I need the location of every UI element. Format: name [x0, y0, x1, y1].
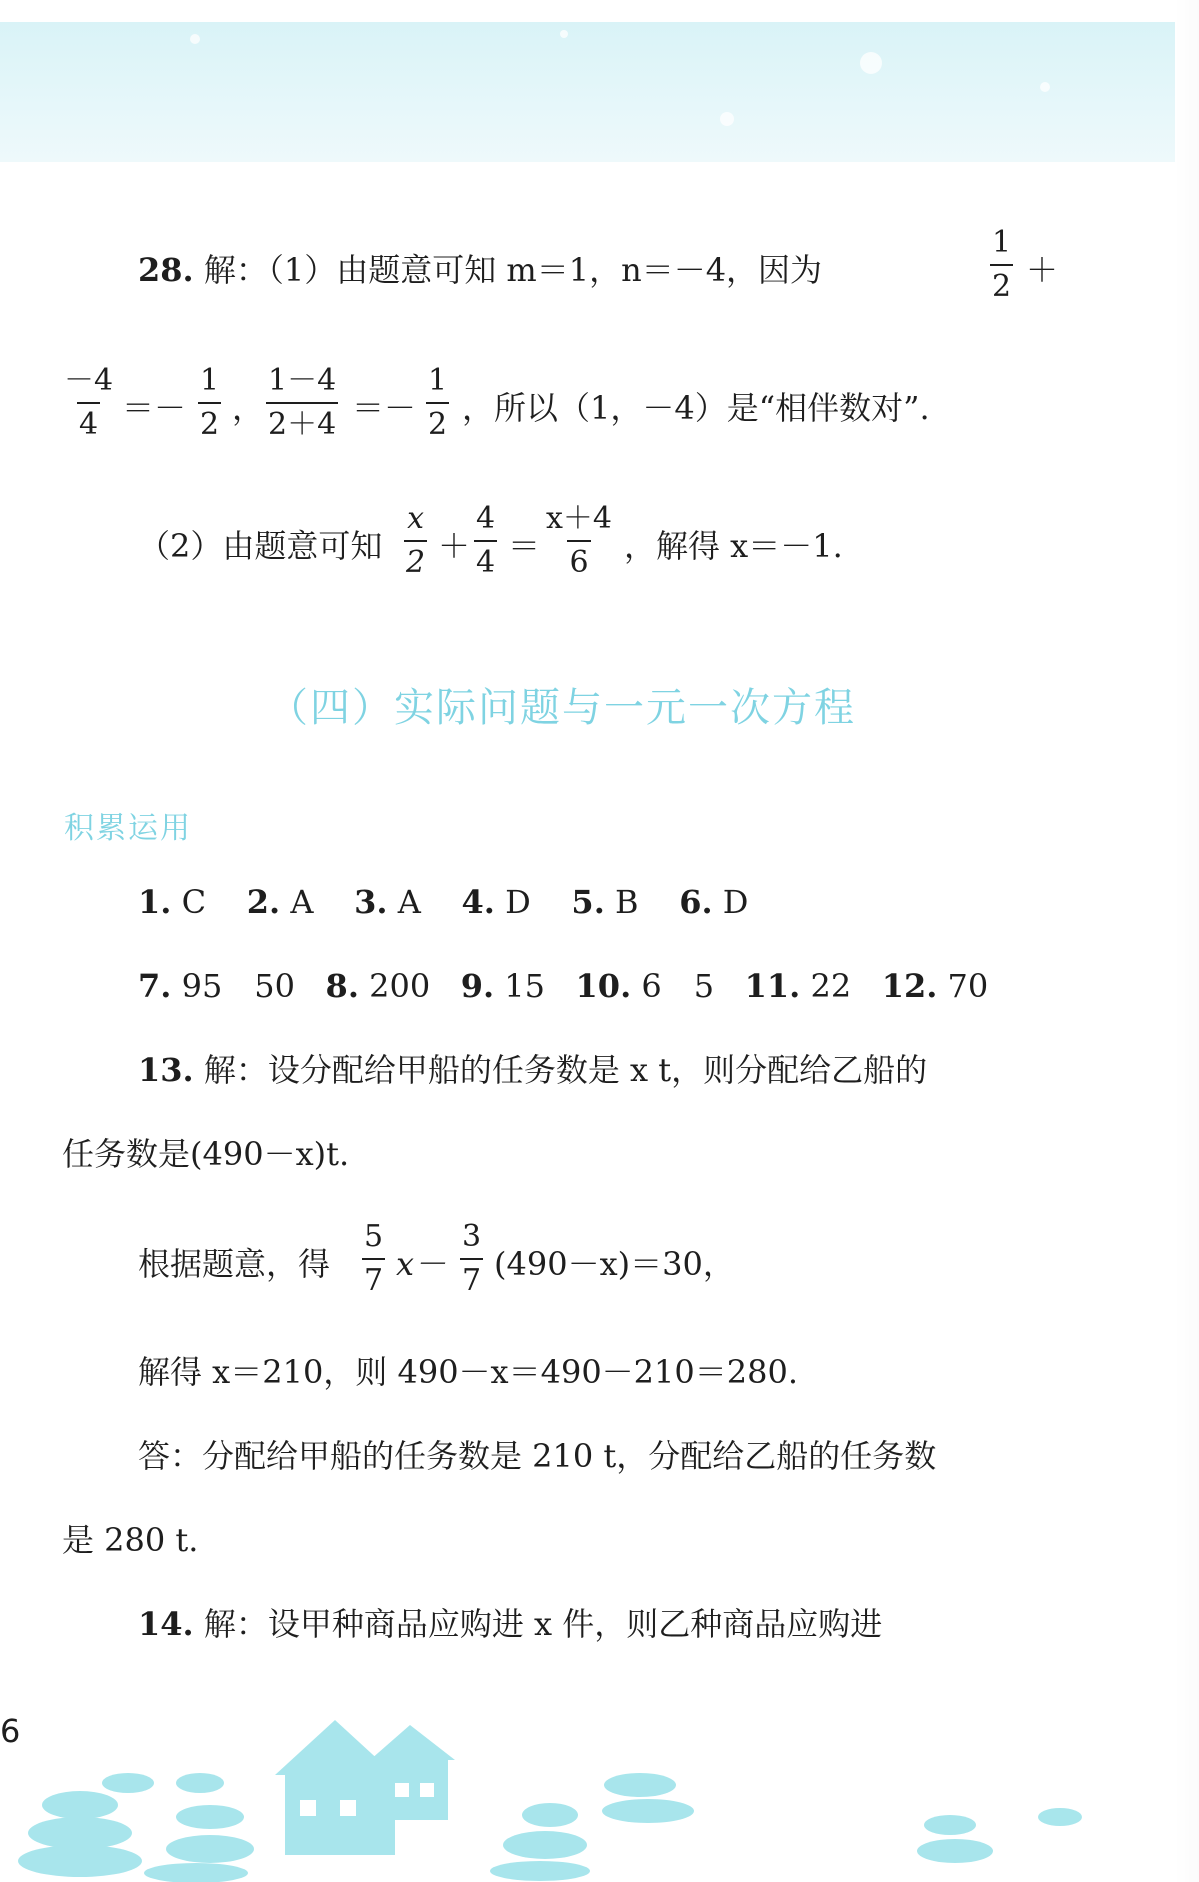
answer-value: C: [181, 883, 207, 921]
q28-line1: [138, 251, 823, 289]
subsection-title: 积累运用: [64, 811, 192, 846]
answer-value: D: [722, 883, 749, 921]
question-number: 13.: [138, 1051, 194, 1089]
equals-minus: ＝－: [122, 389, 187, 427]
sparkle-icon: [190, 34, 200, 44]
sparkle-icon: [720, 112, 734, 126]
answer-value: 200: [369, 967, 431, 1005]
equals-minus: ＝－: [352, 389, 417, 427]
fraction-5-over-7: $\frac{5}{7}$: [364, 1219, 384, 1298]
page-edge: [1175, 0, 1199, 1882]
sparkle-icon: [860, 52, 882, 74]
question-number: 14.: [138, 1605, 194, 1643]
fraction-neg4-over-4: $\frac{-4}{4}$: [64, 363, 114, 442]
sparkle-icon: [560, 30, 568, 38]
question-number: 28.: [138, 251, 194, 289]
fraction-xplus4-over-6: $\frac{x+4}{6}$: [546, 501, 613, 580]
equals-sign: ＝: [508, 527, 541, 565]
tree-icon: [18, 1773, 154, 1877]
answer-value: D: [505, 883, 531, 921]
header-band: [0, 22, 1175, 162]
q28-part2-tail: ，解得 x＝－1.: [624, 527, 843, 565]
answer-value: 15: [504, 967, 546, 1005]
q13-mid: x－: [396, 1245, 447, 1283]
plus-sign: ＋: [1026, 251, 1059, 289]
q13-line2: 任务数是(490－x)t.: [62, 1135, 350, 1173]
plus-sign: ＋: [438, 527, 471, 565]
fraction-3-over-7: $\frac{3}{7}$: [462, 1219, 482, 1298]
winter-scene-illustration: [0, 1665, 1175, 1882]
section-title: （四）实际问题与一元一次方程: [268, 685, 856, 731]
q13-line5: 答：分配给甲船的任务数是 210 t，分配给乙船的任务数: [138, 1437, 937, 1475]
fraction-half: $\frac{1}{2}$: [992, 225, 1012, 304]
tree-icon: [490, 1773, 694, 1881]
fraction-1minus4-over-2plus4: $\frac{1-4}{2+4}$: [268, 363, 337, 442]
q13-line3-tail: (490－x)＝30，: [494, 1245, 735, 1283]
q13-line3-lead: 根据题意，得: [138, 1245, 331, 1283]
window-icon: [300, 1800, 316, 1816]
answers-row-1: 1. C 2. A 3. A 4. D 5. B 6. D: [138, 883, 749, 921]
answer-value: 95 50: [181, 967, 296, 1005]
fraction-half-3: $\frac{1}{2}$: [428, 363, 448, 442]
q13-line4: 解得 x＝210，则 490－x＝490－210＝280.: [138, 1353, 799, 1391]
tree-icon: [917, 1808, 1082, 1863]
answer-value: 70: [947, 967, 989, 1005]
answer-value: 22: [810, 967, 852, 1005]
answer-value: B: [615, 883, 639, 921]
fraction-4-over-4: $\frac{4}{4}$: [476, 501, 496, 580]
answer-value: A: [397, 883, 421, 921]
window-icon: [395, 1783, 409, 1797]
q13-line6: 是 280 t.: [62, 1521, 199, 1559]
q13-line1: 13. 解：设分配给甲船的任务数是 x t，则分配给乙船的: [138, 1051, 928, 1089]
q14-line1: 14. 解：设甲种商品应购进 x 件，则乙种商品应购进: [138, 1605, 883, 1643]
answer-value: A: [290, 883, 314, 921]
sparkle-icon: [1040, 82, 1050, 92]
q28-part2-lead: （2）由题意可知: [138, 527, 383, 565]
q28-line2-tail: ，所以（1，－4）是“相伴数对”.: [462, 389, 930, 427]
fraction-x-over-2: $\frac{x}{2}$: [406, 501, 426, 580]
window-icon: [420, 1783, 434, 1797]
page-number: 6: [0, 1712, 21, 1750]
q28-part1-text: 解：（1）由题意可知 m＝1，n＝－4，因为: [203, 251, 823, 289]
window-icon: [340, 1800, 356, 1816]
answers-row-2: 7. 95 50 8. 200 9. 15 10. 6 5 11. 22 12. 70: [138, 967, 989, 1005]
comma: ，: [232, 389, 265, 427]
fraction-half-2: $\frac{1}{2}$: [200, 363, 220, 442]
answer-value: 6 5: [641, 967, 715, 1005]
tree-icon: [144, 1773, 254, 1882]
